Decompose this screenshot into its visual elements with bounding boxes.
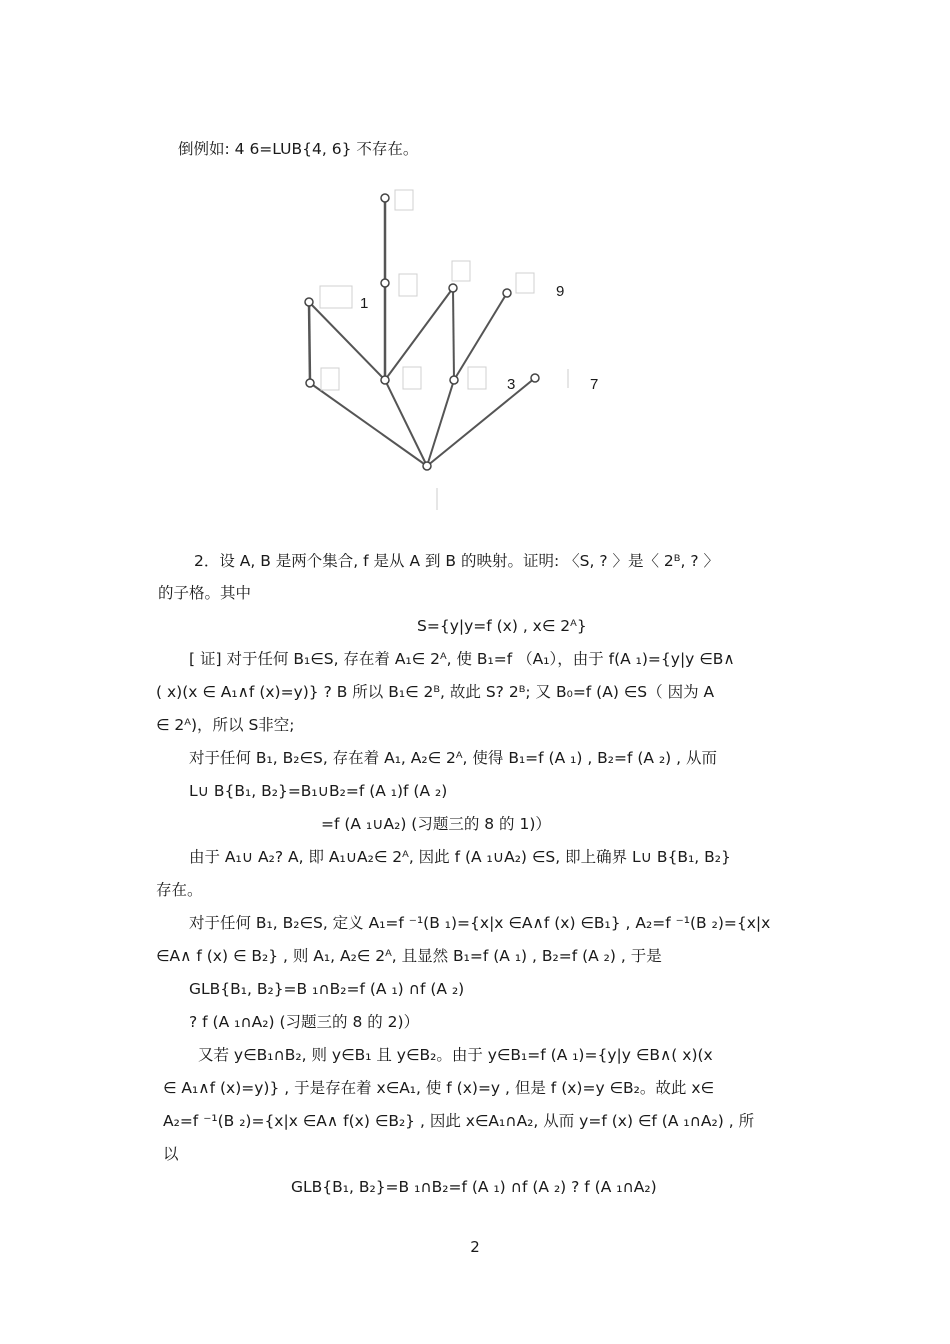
edge (310, 383, 427, 466)
label-box (403, 367, 421, 389)
edge (427, 378, 535, 466)
label-box (399, 274, 417, 296)
node (449, 284, 457, 292)
label-box (321, 368, 339, 390)
hasse-diagram-svg (290, 185, 630, 515)
node (305, 298, 313, 306)
node (381, 376, 389, 384)
diagram-label-3: 3 (507, 376, 516, 393)
edge (385, 380, 427, 466)
edge (309, 302, 310, 383)
text-line-4: S={y|y=f (x) , x∈ 2ᴬ} (417, 617, 587, 635)
text-line-15: GLB{B₁, B₂}=B ₁∩B₂=f (A ₁) ∩f (A ₂) (189, 980, 465, 998)
node (450, 376, 458, 384)
text-line-12: 存在。 (156, 881, 203, 899)
text-line-2: 2．设 A, B 是两个集合, f 是从 A 到 B 的映射。证明: 〈S, ? 〉是〈 2ᴮ, ? 〉 (194, 552, 719, 570)
node (381, 279, 389, 287)
edge (453, 288, 454, 380)
text-line-14: ∈A∧ f (x) ∈ B₂} , 则 A₁, A₂∈ 2ᴬ, 且显然 B₁=f (A ₁) , B₂=f (A ₂) , 于是 (156, 947, 662, 965)
text-line-10: =f (A ₁∪A₂) (习题三的 8 的 1)） (321, 815, 551, 833)
text-line-21: GLB{B₁, B₂}=B ₁∩B₂=f (A ₁) ∩f (A ₂) ? f (A ₁∩A₂) (291, 1178, 657, 1196)
label-box (320, 286, 352, 308)
text-line-11: 由于 A₁∪ A₂? A, 即 A₁∪A₂∈ 2ᴬ, 因此 f (A ₁∪A₂) ∈S, 即上确界 L∪ B{B₁, B₂} (189, 848, 731, 866)
text-line-7: ∈ 2ᴬ)，所以 S非空; (156, 716, 295, 734)
label-box (468, 367, 486, 389)
text-line-9: L∪ B{B₁, B₂}=B₁∪B₂=f (A ₁)f (A ₂) (189, 782, 448, 800)
node (531, 374, 539, 382)
hasse-diagram (290, 185, 630, 515)
text-line-19: A₂=f ⁻¹(B ₂)={x|x ∈A∧ f(x) ∈B₂} , 因此 x∈A₁∩A₂, 从而 y=f (x) ∈f (A ₁∩A₂) , 所 (163, 1112, 755, 1130)
text-line-5: [ 证] 对于任何 B₁∈S, 存在着 A₁∈ 2ᴬ, 使 B₁=f （A₁），由于 f(A ₁)={y|y ∈B∧ (189, 650, 735, 668)
label-box (395, 190, 413, 210)
label-box (452, 261, 470, 281)
text-line-16: ? f (A ₁∩A₂) (习题三的 8 的 2)） (189, 1013, 420, 1031)
node (503, 289, 511, 297)
text-line-6: ( x)(x ∈ A₁∧f (x)=y)} ? B 所以 B₁∈ 2ᴮ, 故此 S? 2ᴮ; 又 B₀=f (A) ∈S（ 因为 A (156, 683, 715, 701)
node (381, 194, 389, 202)
text-line-3: 的子格。其中 (158, 584, 252, 602)
label-box (516, 273, 534, 293)
page-number: 2 (470, 1238, 480, 1256)
diagram-label-7: 7 (590, 376, 599, 393)
text-line-1: 倒例如: 4 6=LUB{4, 6} 不存在。 (178, 140, 419, 158)
text-line-8: 对于任何 B₁, B₂∈S, 存在着 A₁, A₂∈ 2ᴬ, 使得 B₁=f (A ₁) , B₂=f (A ₂) , 从而 (189, 749, 718, 767)
node (306, 379, 314, 387)
edge (385, 288, 453, 380)
text-line-20: 以 (163, 1145, 179, 1163)
text-line-17: 又若 y∈B₁∩B₂, 则 y∈B₁ 且 y∈B₂。由于 y∈B₁=f (A ₁)={y|y ∈B∧( x)(x (198, 1046, 713, 1064)
text-line-13: 对于任何 B₁, B₂∈S, 定义 A₁=f ⁻¹(B ₁)={x|x ∈A∧f (x) ∈B₁} , A₂=f ⁻¹(B ₂)={x|x (189, 914, 771, 932)
diagram-label-1: 1 (360, 295, 369, 312)
diagram-label-9: 9 (556, 283, 565, 300)
node (423, 462, 431, 470)
text-line-18: ∈ A₁∧f (x)=y)} , 于是存在着 x∈A₁, 使 f (x)=y , 但是 f (x)=y ∈B₂。故此 x∈ (163, 1079, 715, 1097)
edge (427, 380, 454, 466)
edge (309, 302, 385, 380)
